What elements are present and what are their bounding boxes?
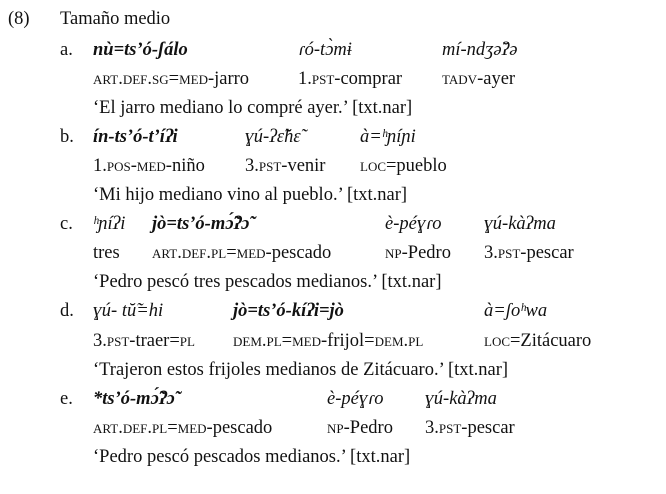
item-letter: e. — [60, 389, 73, 409]
word-form: ɣú-kàʔma — [484, 214, 556, 234]
word-form: à=ʰɲíɲi — [360, 127, 416, 147]
word-form: è-péɣɾo — [385, 214, 442, 234]
free-translation: ‘El jarro mediano lo compré ayer.’ [txt.nar] — [93, 98, 413, 118]
word-gloss: art.def.pl=med-pescado — [152, 243, 332, 263]
word-form: à=ʃoʰwa — [484, 301, 548, 321]
word-gloss: np-Pedro — [327, 418, 393, 438]
word-form: ɣú-ʔɛ̃̆hɛ̃ — [245, 127, 301, 147]
free-translation: ‘Pedro pescó pescados medianos.’ [txt.nar] — [93, 447, 411, 467]
free-translation: ‘Mi hijo mediano vino al pueblo.’ [txt.nar] — [93, 185, 408, 205]
free-translation: ‘Pedro pescó tres pescados medianos.’ [txt.nar] — [93, 272, 442, 292]
item-letter: a. — [60, 40, 73, 60]
example-title: Tamaño medio — [60, 9, 171, 29]
word-gloss: tadv-ayer — [442, 69, 516, 89]
item-letter: d. — [60, 301, 74, 321]
word-form: ɣú- tŭ̃=hi — [93, 301, 164, 321]
word-form: è-péɣɾo — [327, 389, 384, 409]
word-gloss: 3.pst-pescar — [484, 243, 574, 263]
word-form: nù=ts’ó-ʃálo — [93, 40, 188, 60]
word-form: *ts’ó-mɔ̃́ʔɔ̃ — [93, 389, 175, 409]
word-form: jò=ts’ó-mɔ̃́ʔɔ̃ — [152, 214, 250, 234]
word-gloss: 1.pst-comprar — [298, 69, 403, 89]
word-gloss: loc=pueblo — [360, 156, 447, 176]
free-translation: ‘Trajeron estos frijoles medianos de Zitácuaro.’ [txt.nar] — [93, 360, 509, 380]
word-gloss: art.def.sg=med-jarro — [93, 69, 250, 89]
word-gloss: dem.pl=med-frijol=dem.pl — [233, 331, 424, 351]
item-letter: c. — [60, 214, 73, 234]
word-gloss: np-Pedro — [385, 243, 451, 263]
word-gloss: art.def.pl=med-pescado — [93, 418, 273, 438]
word-gloss: 3.pst-traer=pl — [93, 331, 195, 351]
example-number: (8) — [8, 9, 30, 29]
word-gloss: tres — [93, 243, 120, 263]
word-form: ɾó-tɔ̀mɨ — [298, 40, 352, 60]
word-gloss: 1.pos-med-niño — [93, 156, 205, 176]
word-gloss: loc=Zitácuaro — [484, 331, 592, 351]
word-gloss: 3.pst-venir — [245, 156, 326, 176]
word-form: ɣú-kàʔma — [425, 389, 497, 409]
word-form: ín-ts’ó-t’íʔi — [93, 127, 178, 147]
word-form: mí-ndʒə̆ʔə — [442, 40, 518, 60]
word-gloss: 3.pst-pescar — [425, 418, 515, 438]
item-letter: b. — [60, 127, 74, 147]
word-form: jò=ts’ó-kíʔi=jò — [233, 301, 344, 321]
word-form: ʰɲíʔi — [93, 214, 126, 234]
